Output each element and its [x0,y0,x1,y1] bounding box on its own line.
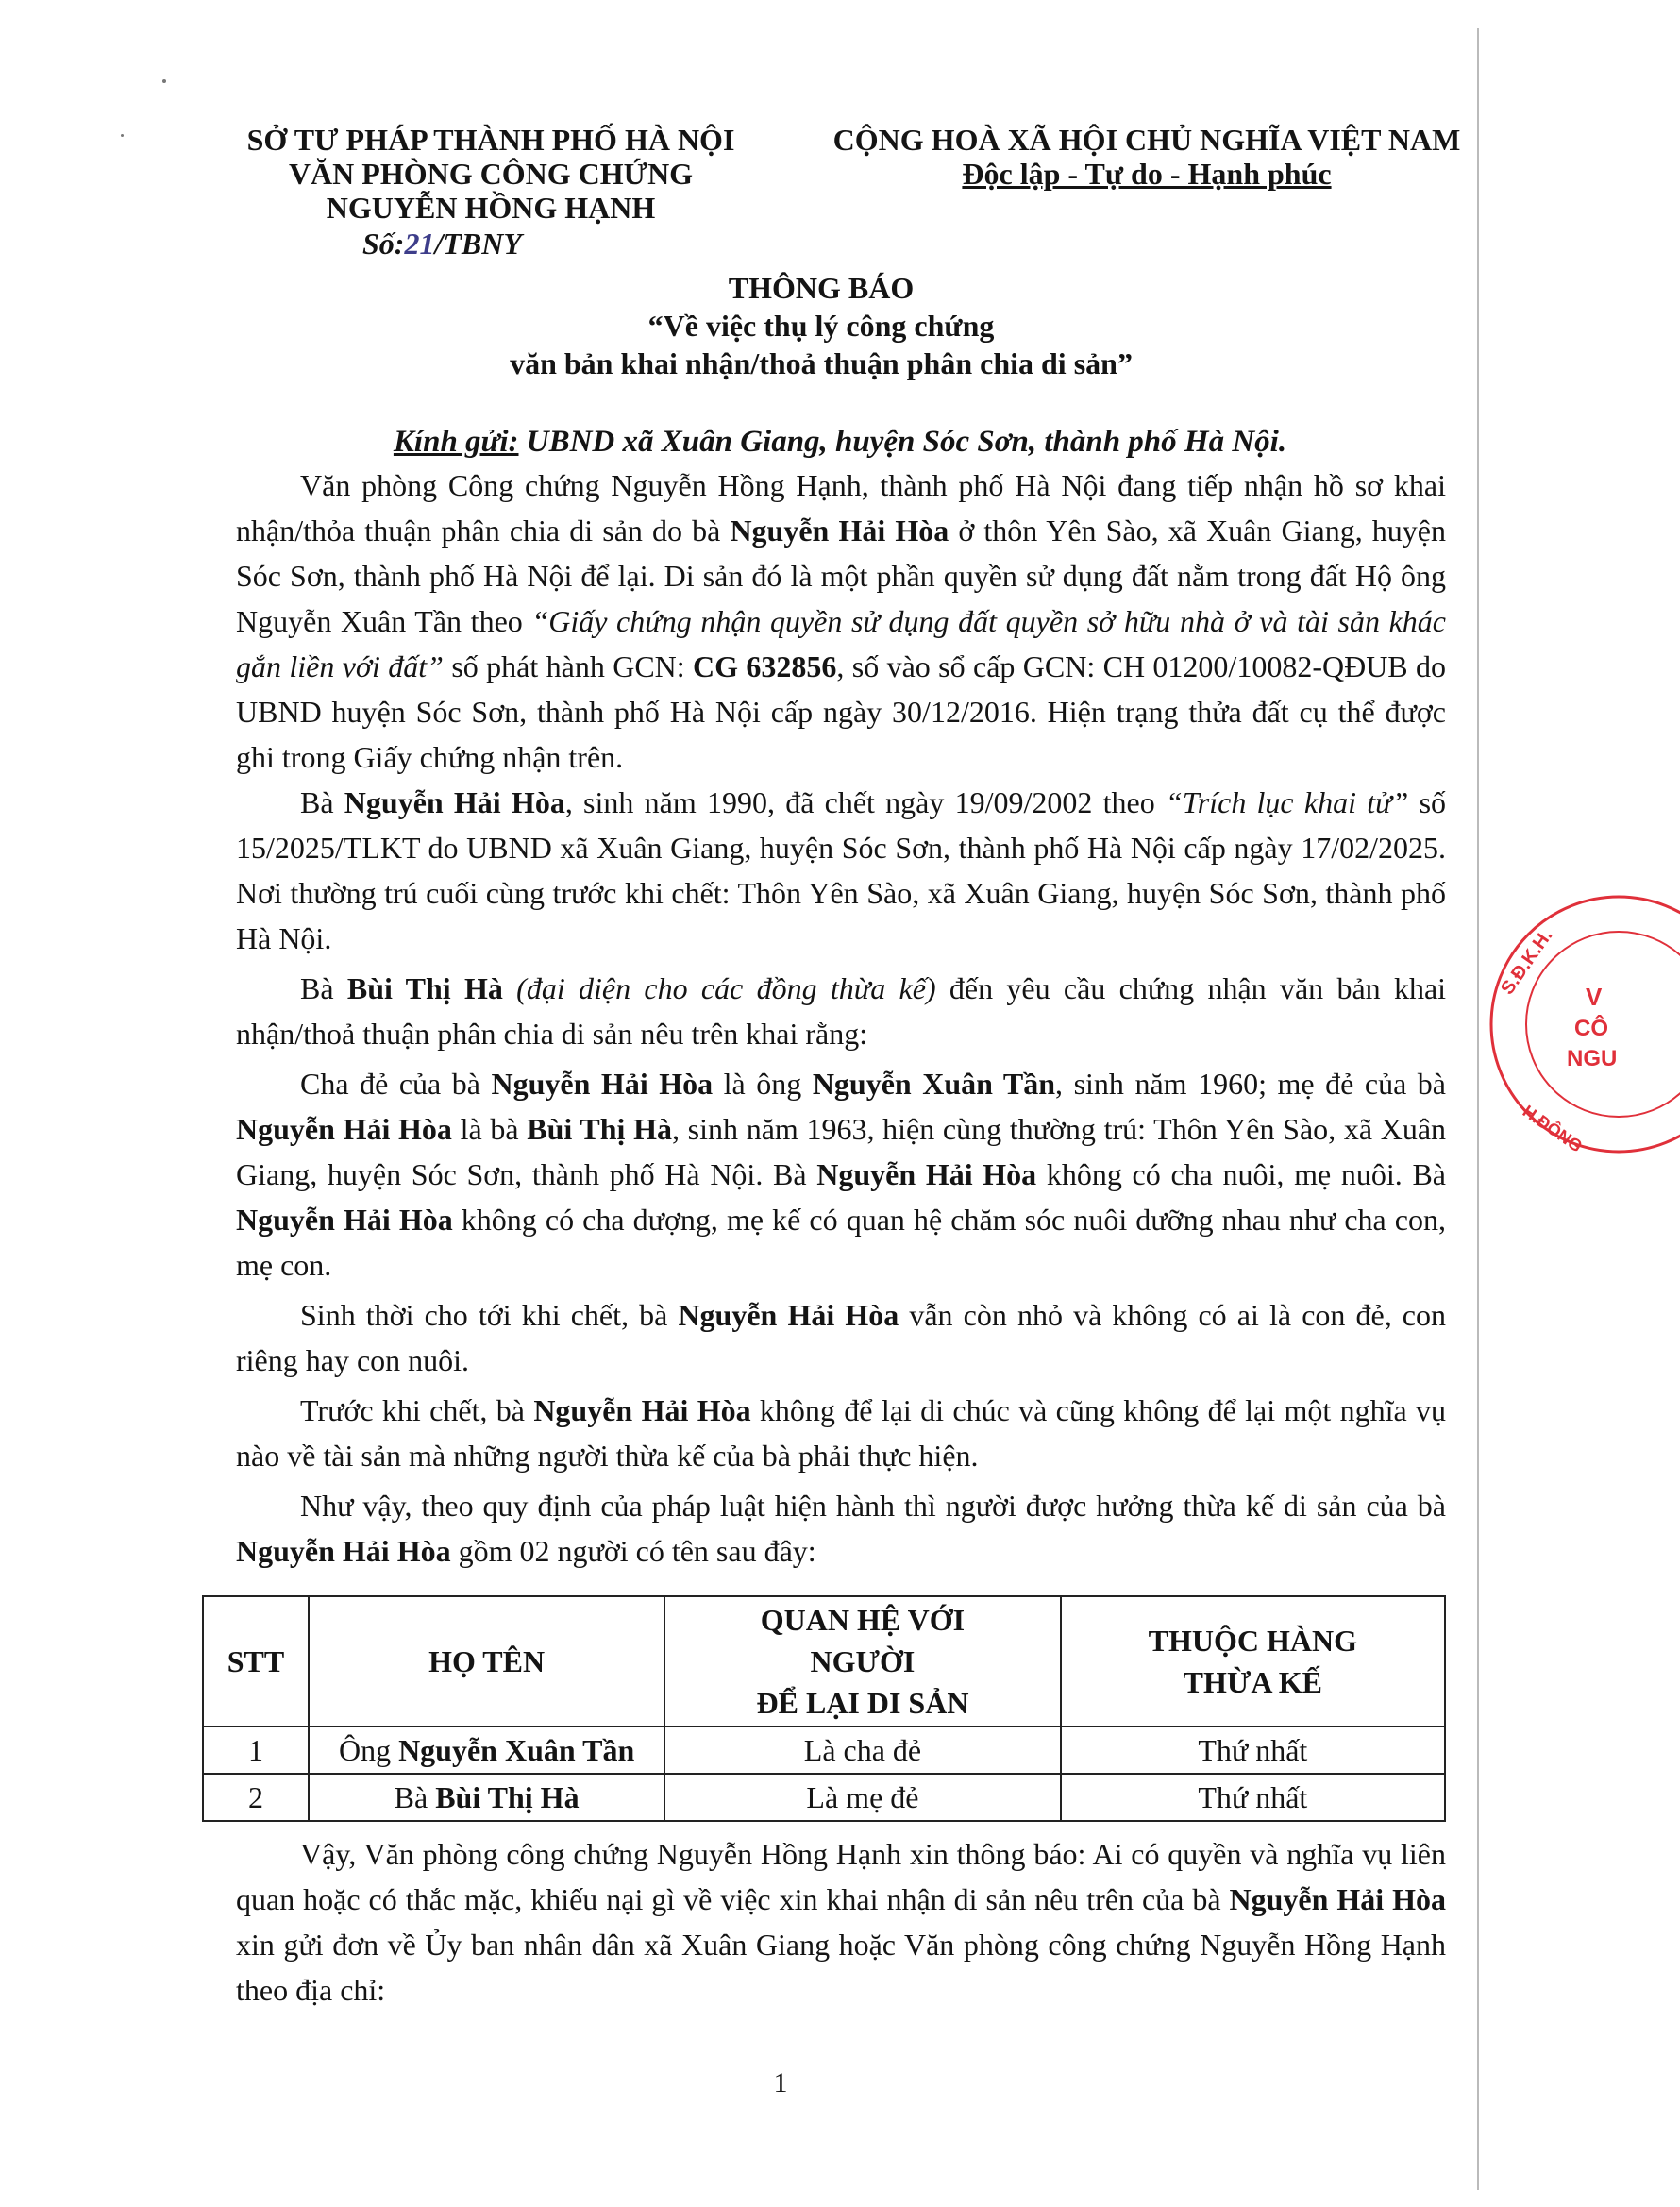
header-rank-line2: THỪA KẾ [1183,1665,1322,1699]
stamp-inner-line3: NGU [1567,1046,1618,1071]
p1-serial: CG 632856 [693,649,837,683]
page-number: 1 [773,2067,788,2098]
paragraph-2 [236,780,1446,961]
header-relation-line2: NGƯỜI [810,1644,916,1678]
p1-text-c: số phát hành GCN: [443,649,694,683]
row-stt: 1 [203,1727,309,1774]
office-seal-stamp [1472,883,1652,1166]
p6-text-b: không để lại di chúc và cũng không để lại một nghĩa vụ nào về tài sản mà những người thừa kế của bà phải thực hiện. [236,1393,1446,1473]
p6-name: Nguyễn Hải Hòa [533,1393,751,1427]
p4-text-c: , sinh năm 1960; mẹ đẻ của bà [1055,1067,1446,1101]
header-stt: STT [203,1596,309,1727]
p4-text-e: , sinh năm 1963, hiện cùng thường trú: Thôn Yên Sào, xã Xuân Giang, huyện Sóc Sơn, thành phố Hà Nội. Bà [236,1112,1447,1191]
p4-text-b: là ông [713,1067,813,1101]
number-prefix: Số: [362,227,405,261]
row-person-name: Bùi Thị Hà [435,1780,580,1814]
country-line: CỘNG HOÀ XÃ HỘI CHỦ NGHĨA VIỆT NAM [832,123,1461,157]
paragraph-5 [236,1292,1446,1383]
stamp-inner-line2: CÔ [1574,1016,1608,1041]
p1-text-d: , số vào sổ cấp GCN: CH 01200/10082-QĐUB do UBND huyện Sóc Sơn, thành phố Hà Nội cấp ngày 30/12/2016. Hiện trạng thửa đất cụ thể được ghi trong Giấy chứng nhận trên. [236,649,1447,774]
p4-name5: Nguyễn Hải Hòa [816,1157,1037,1191]
row-relation: Là mẹ đẻ [664,1774,1060,1821]
p7-text-a: Như vậy, theo quy định của pháp luật hiện hành thì người được hưởng thừa kế di sản của bà [300,1489,1446,1523]
paragraph-6 [236,1388,1446,1478]
p3-rep: (đại diện cho các đồng thừa kế) [516,971,936,1005]
office-line: VĂN PHÒNG CÔNG CHỨNG [288,157,694,191]
heirs-table [202,1595,1446,1822]
row-name [309,1727,664,1774]
p1-text-a: Văn phòng Công chứng Nguyễn Hồng Hạnh, thành phố Hà Nội đang tiếp nhận hồ sơ khai nhận/thỏa thuận phân chia di sản do bà [236,468,1446,548]
header-relation [664,1596,1060,1727]
p5-name: Nguyễn Hải Hòa [678,1298,899,1332]
p5-text-b: vẫn còn nhỏ và không có ai là con đẻ, con riêng hay con nuôi. [236,1298,1447,1377]
scan-speck [121,134,124,137]
title-sub1: “Về việc thụ lý công chứng [647,309,995,343]
p2-text-b: , sinh năm 1990, đã chết ngày 19/09/2002 theo [564,785,1166,819]
header-relation-line1: QUAN HỆ VỚI [760,1603,966,1637]
paragraph-1 [236,463,1446,780]
notice-title [283,269,1359,382]
paragraph-3 [236,966,1446,1056]
p8-text-a: Vậy, Văn phòng công chứng Nguyễn Hồng Hạnh xin thông báo: Ai có quyền và nghĩa vụ liên quan hoặc có thắc mặc, khiếu nại gì về việc xin khai nhận di sản nêu trên của bà [236,1837,1446,1916]
header-right [812,123,1482,191]
header-rank [1061,1596,1445,1727]
p1-text-b: ở thôn Yên Sào, xã Xuân Giang, huyện Sóc Sơn, thành phố Hà Nội để lại. Di sản đó là một phần quyền sử dụng đất nằm trong đất Hộ ông Nguyễn Xuân Tần theo [236,514,1447,638]
p1-name: Nguyễn Hải Hòa [730,514,949,548]
header-left [189,123,793,225]
row-person-name: Nguyễn Xuân Tần [398,1733,635,1767]
row-rank: Thứ nhất [1061,1774,1445,1821]
stamp-inner-line1: V [1586,983,1603,1011]
table-row [203,1774,1445,1821]
header-rank-line1: THUỘC HÀNG [1148,1624,1357,1658]
p3-text-a: Bà [300,971,347,1005]
p4-text-a: Cha đẻ của bà [300,1067,492,1101]
p8-text-b: xin gửi đơn về Ủy ban nhân dân xã Xuân Giang hoặc Văn phòng công chứng Nguyễn Hồng Hạnh theo địa chỉ: [236,1928,1446,2007]
document-number [362,227,522,261]
recipient-line [0,421,1680,463]
paragraph-7 [236,1483,1446,1574]
p3-name: Bùi Thị Hà [346,971,503,1005]
stamp-bottom-text: H.ĐÔNG [1519,1101,1587,1156]
p4-name6: Nguyễn Hải Hòa [236,1203,453,1237]
row-relation: Là cha đẻ [664,1727,1060,1774]
p5-text-a: Sinh thời cho tới khi chết, bà [300,1298,679,1332]
row-rank: Thứ nhất [1061,1727,1445,1774]
number-suffix: /TBNY [434,227,522,261]
scan-speck [162,79,166,83]
p4-name3: Nguyễn Hải Hòa [236,1112,452,1146]
recipient-text: UBND xã Xuân Giang, huyện Sóc Sơn, thành phố Hà Nội. [526,425,1287,459]
p4-name2: Nguyễn Xuân Tần [812,1067,1056,1101]
p4-text-d: là bà [451,1112,528,1146]
motto-text: Độc lập - Tự do - Hạnh phúc [962,157,1332,191]
recipient-label: Kính gửi: [393,425,519,459]
p4-text-f: không có cha nuôi, mẹ nuôi. Bà [1036,1157,1447,1191]
p8-name: Nguyễn Hải Hòa [1229,1882,1447,1916]
header-relation-line3: ĐỂ LẠI DI SẢN [756,1686,969,1720]
p3-text-b: đến yêu cầu chứng nhận văn bản khai nhận/thoả thuận phân chia di sản nêu trên khai rằng: [236,971,1447,1051]
p2-text-a: Bà [300,785,344,819]
p6-text-a: Trước khi chết, bà [300,1393,534,1427]
p4-name4: Bùi Thị Hà [527,1112,672,1146]
row-title: Bà [394,1780,436,1814]
p1-cert: “Giấy chứng nhận quyền sử dụng đất quyền sở hữu nhà ở và tài sản khác gắn liền với đất” [236,604,1447,683]
row-title: Ông [338,1733,399,1767]
p2-name: Nguyễn Hải Hòa [344,785,565,819]
header-name: HỌ TÊN [309,1596,664,1727]
paragraph-4 [236,1061,1446,1288]
p7-text-b: gồm 02 người có tên sau đây: [450,1534,816,1568]
table-row [203,1727,1445,1774]
stamp-ring-text: S.Đ.K.H. [1497,925,1557,999]
motto-line [812,157,1482,191]
row-stt: 2 [203,1774,309,1821]
agency-line: SỞ TƯ PHÁP THÀNH PHỐ HÀ NỘI [246,123,735,157]
office-name-line: NGUYỄN HỒNG HẠNH [326,191,656,225]
p2-doc: “Trích lục khai tử” [1165,785,1409,819]
p4-name1: Nguyễn Hải Hòa [491,1067,714,1101]
title-main: THÔNG BÁO [728,271,915,305]
body-top [236,463,1446,1574]
p4-text-g: không có cha dượng, mẹ kế có quan hệ chăm sóc nuôi dưỡng nhau như cha con, mẹ con. [236,1203,1447,1282]
title-sub2: văn bản khai nhận/thoả thuận phân chia di sản” [510,346,1133,380]
p2-text-c: số 15/2025/TLKT do UBND xã Xuân Giang, huyện Sóc Sơn, thành phố Hà Nội cấp ngày 17/02/2025. Nơi thường trú cuối cùng trước khi chết: Thôn Yên Sào, xã Xuân Giang, huyện Sóc Sơn, thành phố Hà Nội. [236,785,1447,955]
paragraph-8 [236,1831,1446,2013]
row-name [309,1774,664,1821]
body-bottom [236,1831,1446,2013]
table-header-row [203,1596,1445,1727]
number-value: 21 [404,227,435,261]
p7-name: Nguyễn Hải Hòa [236,1534,451,1568]
